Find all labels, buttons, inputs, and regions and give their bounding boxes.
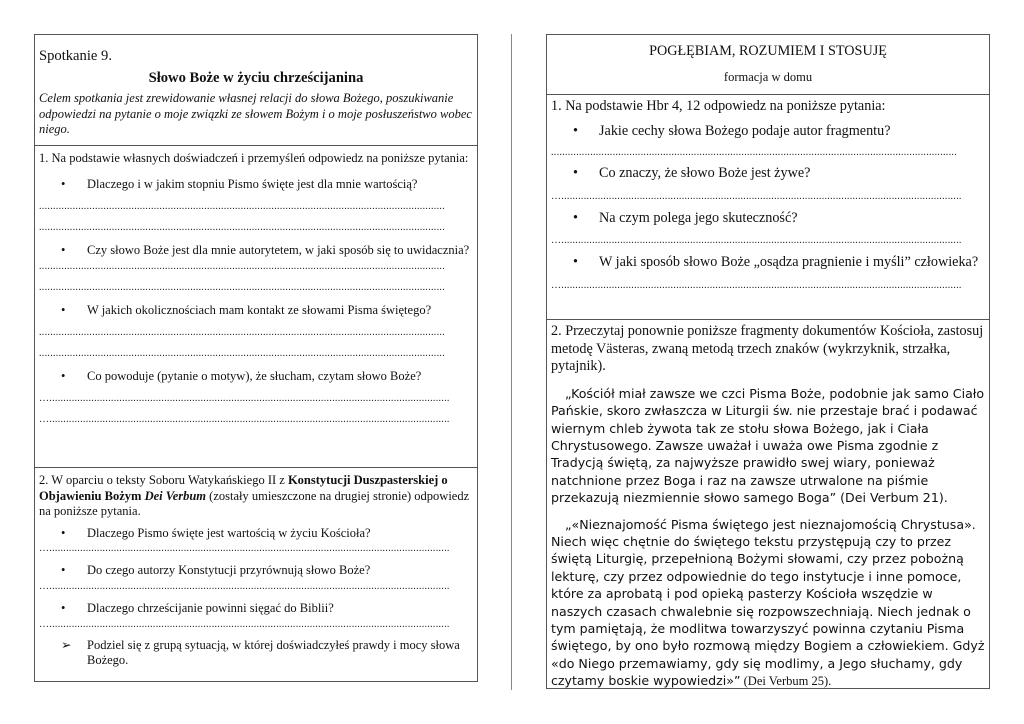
task2-intro-part: (zostały umieszczone na drugiej stronie) odpowiedz na poniższe pytania. <box>39 488 470 519</box>
right-header <box>547 35 989 95</box>
question-text: Dlaczego i w jakim stopniu Pismo święte jest dla mnie wartością? <box>87 176 418 191</box>
bullet-icon: • <box>61 176 66 191</box>
answer-line[interactable]: ................................................................................................................................................. <box>39 327 445 339</box>
bullet-item <box>39 563 473 579</box>
answer-line[interactable]: ................................................................................................................................................. <box>551 147 957 159</box>
answer-line[interactable]: ................................................................................................................................................. <box>39 260 445 272</box>
left-task2 <box>35 468 477 681</box>
task1-intro: 1. Na podstawie własnych doświadczeń i przemyśleń odpowiedz na poniższe pytania: <box>39 151 469 165</box>
meeting-title: Spotkanie 9. <box>39 48 112 64</box>
question-text: Czy słowo Boże jest dla mnie autorytetem, w jaki sposób się to uwidacznia? <box>87 243 470 258</box>
document-title: Konstytucji Duszpasterskiej o Objawieniu Bożym <box>39 473 448 503</box>
arrow-item <box>39 638 473 669</box>
home-formation-subtitle: formacja w domu <box>723 70 813 84</box>
question-text: W jaki sposób słowo Boże „osądza pragnienie i myśli” człowieka? <box>599 254 979 271</box>
bullet-item <box>39 177 473 193</box>
meeting-heading: Słowo Boże w życiu chrześcijanina <box>148 70 364 86</box>
bullet-icon: • <box>61 563 66 578</box>
quote-text: „«Nieznajomość Pisma świętego jest nieznajomością Chrystusa». Niech więc chętnie do świętego tekstu przystępują czy to przez świętą Liturgię, przepełnioną Bożymi słowami, czy przez pobożną lekturę, czy przez odpowiednie do tego instytucje i inne pomoce, które za aprobatą i pod opieką pasterzy Kościoła wszędzie w naszych czasach chwalebnie się rozpowszechniają. Niech jednak o tym pamiętają, że modlitwa towarzyszyć powinna czytaniu Pisma świętego, by ono było rozmową między Bogiem a człowiekiem. Gdyż «do Niego przemawiamy, gdy się modlimy, a Jego słuchamy, gdy czytamy boskie wypowiedzi»” <box>551 516 985 689</box>
bullet-item <box>39 601 473 617</box>
answer-line[interactable]: ................................................................................................................................................. <box>39 201 445 213</box>
meeting-intro: Celem spotkania jest zrewidowanie własnej relacji do słowa Bożego, poszukiwanie odpowiedzi na pytanie o moje związki ze słowem Bożym i o moje posłuszeństwo wobec niego. <box>39 91 472 137</box>
answer-line[interactable]: …............................................................................................................................................... <box>551 279 962 291</box>
bullet-icon: • <box>573 254 578 271</box>
answer-line[interactable]: …............................................................................................................................................... <box>39 543 450 555</box>
task1-intro: 1. Na podstawie Hbr 4, 12 odpowiedz na poniższe pytania: <box>551 98 886 114</box>
bullet-item <box>551 254 985 272</box>
bullet-item <box>551 123 985 141</box>
bullet-icon: • <box>61 243 66 258</box>
left-task1 <box>35 146 477 468</box>
bullet-item <box>39 369 473 385</box>
answer-line[interactable]: ................................................................................................................................................. <box>39 281 445 293</box>
arrow-icon: ➢ <box>61 637 72 652</box>
question-text: Na czym polega jego skuteczność? <box>599 209 798 226</box>
bullet-item <box>551 210 985 228</box>
question-text: Dlaczego chrześcijanie powinni sięgać do Biblii? <box>87 600 334 615</box>
left-header <box>35 35 477 146</box>
bullet-item <box>39 243 473 259</box>
bullet-icon: • <box>61 600 66 615</box>
bullet-item <box>551 165 985 183</box>
bullet-icon: • <box>573 165 578 182</box>
bullet-icon: • <box>573 122 578 139</box>
page-fold-divider <box>511 34 512 690</box>
bullet-icon: • <box>61 302 66 317</box>
question-text: Jakie cechy słowa Bożego podaje autor fragmentu? <box>599 122 891 139</box>
bullet-icon: • <box>61 369 66 384</box>
answer-line[interactable]: …............................................................................................................................................... <box>39 580 450 592</box>
question-text: Do czego autorzy Konstytucji przyrównują słowo Boże? <box>87 563 371 578</box>
document-name: Dei Verbum <box>144 488 207 503</box>
bullet-icon: • <box>61 525 66 540</box>
right-task2 <box>547 320 989 688</box>
right-task1 <box>547 95 989 320</box>
answer-line[interactable]: ................................................................................................................................................. <box>39 222 445 234</box>
dei-verbum-25-quote <box>551 516 985 691</box>
question-text: Dlaczego Pismo święte jest wartością w życiu Kościoła? <box>87 525 371 540</box>
left-page <box>34 34 478 682</box>
question-text: Co powoduje (pytanie o motyw), że słucham, czytam słowo Boże? <box>87 369 422 384</box>
task2-intro: 2. Przeczytaj ponownie poniższe fragmenty dokumentów Kościoła, zastosuj metodę Västeras, zwaną metodą trzech znaków (wykrzyknik, strzałka, pytajnik). <box>551 323 984 375</box>
answer-line[interactable]: …............................................................................................................................................... <box>39 392 450 404</box>
home-formation-title: POGŁĘBIAM, ROZUMIEM I STOSUJĘ <box>649 43 887 59</box>
bullet-item <box>39 526 473 542</box>
task2-intro-part: 2. W oparciu o teksty Soboru Watykańskiego II z <box>39 473 288 487</box>
answer-line[interactable]: …............................................................................................................................................... <box>39 413 450 425</box>
bullet-icon: • <box>573 209 578 226</box>
answer-line[interactable]: …............................................................................................................................................... <box>551 235 962 247</box>
dei-verbum-21-quote: „Kościół miał zawsze we czci Pisma Boże, podobnie jak samo Ciało Pańskie, skoro zwłaszcza w Liturgii św. nie przestaje brać i podawać wiernym chleb żywota tak ze stołu słowa Bożego, jak i Ciała Chrystusowego. Zawsze uważał i uważa owe Pisma zgodnie z Tradycją świętą, za najwyższe prawidło swej wiary, ponieważ natchnione przez Boga i raz na zawsze utrwalone na piśmie przekazują niezmiennie słowo samego Boga” (Dei Verbum 21). <box>551 385 985 506</box>
task2-intro <box>39 473 473 520</box>
question-text: W jakich okolicznościach mam kontakt ze słowami Pisma świętego? <box>87 302 432 317</box>
bullet-item <box>39 303 473 319</box>
quote-reference: (Dei Verbum 25). <box>740 674 832 689</box>
answer-line[interactable]: …............................................................................................................................................... <box>39 618 450 630</box>
question-text: Podziel się z grupą sytuacją, w której doświadczyłeś prawdy i mocy słowa Bożego. <box>87 637 460 668</box>
answer-line[interactable]: ................................................................................................................................................. <box>39 348 445 360</box>
right-page <box>546 34 990 689</box>
question-text: Co znaczy, że słowo Boże jest żywe? <box>599 165 811 182</box>
answer-line[interactable]: …............................................................................................................................................... <box>551 190 962 202</box>
